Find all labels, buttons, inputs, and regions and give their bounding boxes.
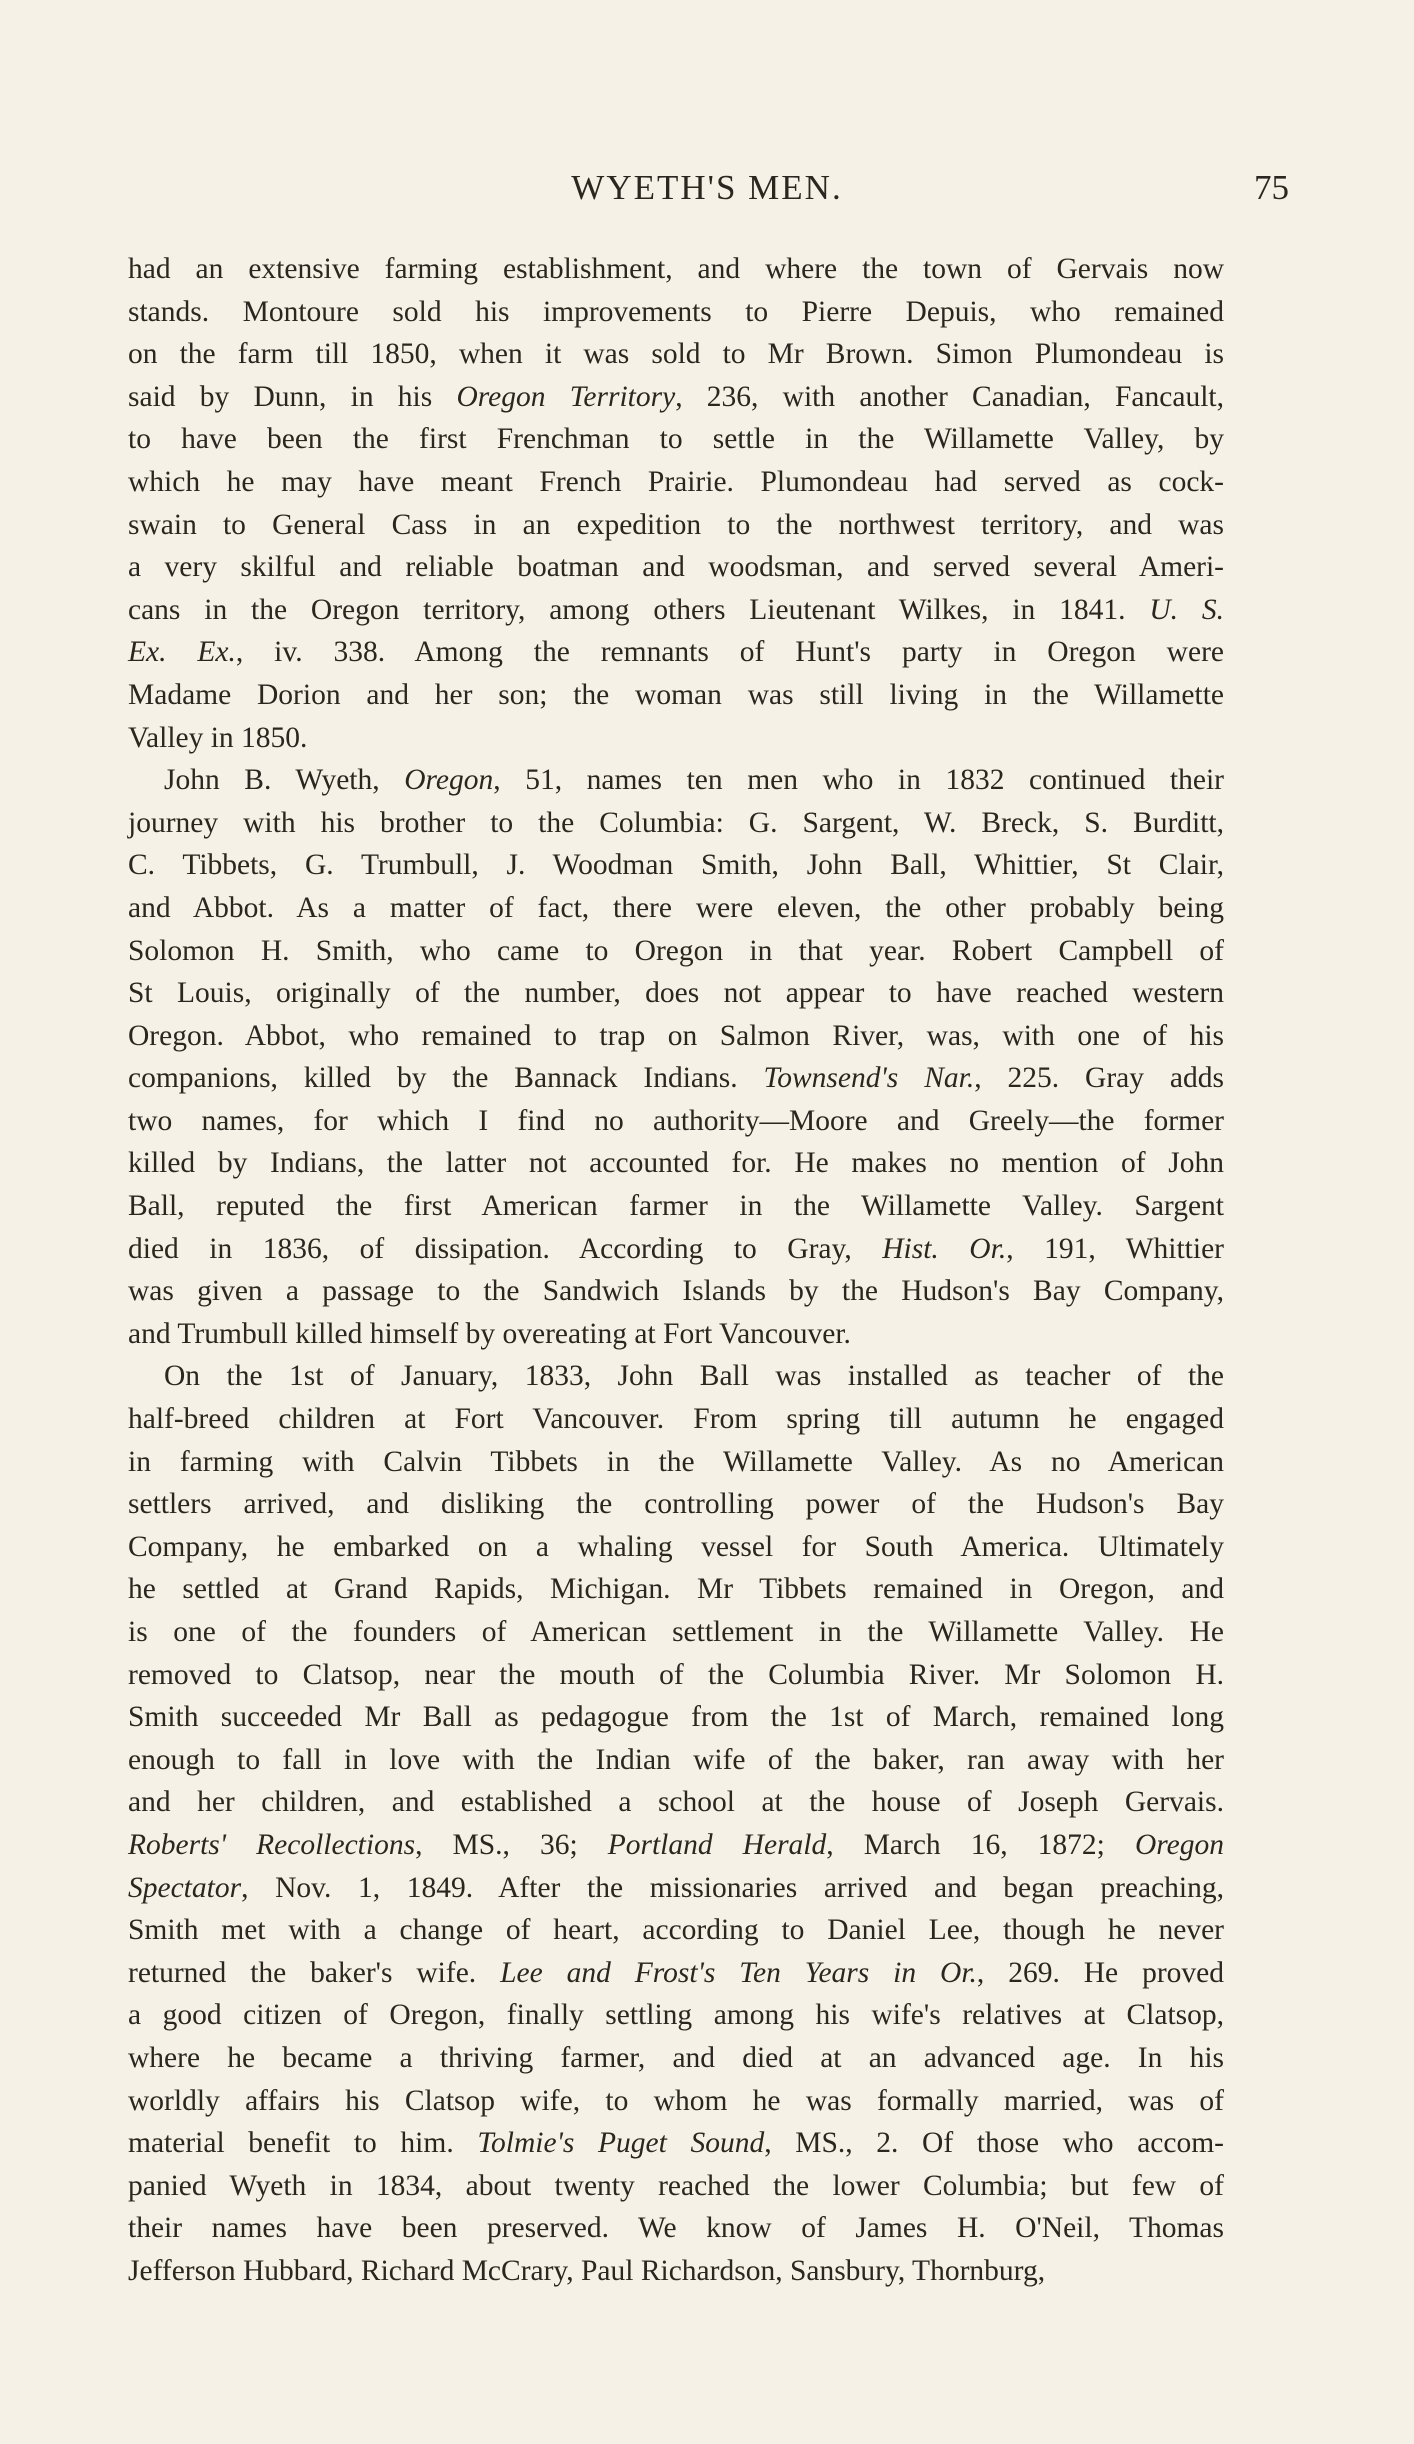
text-line — [128, 1654, 1224, 1697]
text-run: , Nov. 1, 1849. After the missionaries arrived and began preaching, — [241, 1871, 1224, 1904]
text-line — [128, 376, 1224, 419]
text-run: St Louis, originally of the number, does not appear to have reached western — [128, 977, 1224, 1010]
text-run: Oregon. Abbot, who remained to trap on Salmon River, was, with one of his — [128, 1019, 1224, 1052]
text-line — [128, 1739, 1224, 1782]
italic-citation: Roberts' Recollections — [128, 1828, 416, 1861]
text-run: stands. Montoure sold his improvements to Pierre Depuis, who remained — [128, 295, 1224, 328]
italic-citation: Oregon Territory — [456, 380, 676, 413]
text-line — [128, 504, 1224, 547]
running-head-title: WYETH'S MEN. — [571, 168, 843, 207]
text-line — [128, 1867, 1224, 1910]
text-line — [128, 1568, 1224, 1611]
running-head — [0, 168, 1414, 228]
italic-citation: Ex. Ex. — [128, 636, 236, 669]
text-line — [128, 2080, 1224, 2123]
text-run: , March 16, 1872; — [826, 1828, 1135, 1861]
text-run: enough to fall in love with the Indian wife of the baker, ran away with her — [128, 1743, 1224, 1776]
text-run: , 51, names ten men who in 1832 continued their — [493, 764, 1224, 797]
paragraph — [128, 248, 1224, 759]
text-line — [128, 1994, 1224, 2037]
text-line — [128, 1270, 1224, 1313]
text-line — [128, 1185, 1224, 1228]
text-run: said by Dunn, in his — [128, 380, 457, 413]
text-line — [128, 1611, 1224, 1654]
text-run: , 236, with another Canadian, Fancault, — [675, 380, 1224, 413]
text-line — [128, 418, 1224, 461]
text-run: , 225. Gray adds — [974, 1062, 1224, 1095]
text-line — [128, 1355, 1224, 1398]
text-line — [128, 844, 1224, 887]
text-run: , 269. He proved — [976, 1956, 1224, 1989]
text-run: John B. Wyeth, — [164, 764, 405, 797]
text-line — [128, 2037, 1224, 2080]
text-line — [128, 802, 1224, 845]
text-line — [128, 1398, 1224, 1441]
text-run: journey with his brother to the Columbia: G. Sargent, W. Breck, S. Burditt, — [128, 806, 1224, 839]
text-run: , MS., 2. Of those who accom- — [764, 2127, 1224, 2160]
text-line — [128, 1952, 1224, 1995]
text-run: cans in the Oregon territory, among others Lieutenant Wilkes, in 1841. — [128, 593, 1150, 626]
text-run: returned the baker's wife. — [128, 1956, 501, 1989]
text-run: removed to Clatsop, near the mouth of the Columbia River. Mr Solomon H. — [128, 1658, 1224, 1691]
text-run: he settled at Grand Rapids, Michigan. Mr Tibbets remained in Oregon, and — [128, 1573, 1224, 1606]
text-run: which he may have meant French Prairie. Plumondeau had served as cock- — [128, 465, 1224, 498]
text-run: Madame Dorion and her son; the woman was still living in the Willamette — [128, 678, 1224, 711]
text-line — [128, 461, 1224, 504]
paragraph — [128, 1355, 1224, 2292]
text-run: a very skilful and reliable boatman and woodsman, and served several Ameri- — [128, 551, 1224, 584]
page-number: 75 — [1254, 168, 1289, 207]
paragraph — [128, 759, 1224, 1355]
text-line — [128, 887, 1224, 930]
text-line — [128, 248, 1224, 291]
text-run: panied Wyeth in 1834, about twenty reached the lower Columbia; but few of — [128, 2169, 1224, 2202]
text-run: Smith met with a change of heart, according to Daniel Lee, though he never — [128, 1914, 1224, 1947]
text-run: material benefit to him. — [128, 2127, 478, 2160]
text-line — [128, 2207, 1224, 2250]
text-run: worldly affairs his Clatsop wife, to whom he was formally married, was of — [128, 2084, 1224, 2117]
text-run: and Abbot. As a matter of fact, there were eleven, the other probably being — [128, 891, 1224, 924]
text-line — [128, 1313, 1224, 1356]
text-line — [128, 1100, 1224, 1143]
text-run: , iv. 338. Among the remnants of Hunt's party in Oregon were — [235, 636, 1224, 669]
text-line — [128, 759, 1224, 802]
text-run: was given a passage to the Sandwich Islands by the Hudson's Bay Company, — [128, 1275, 1224, 1308]
text-run: a good citizen of Oregon, finally settling among his wife's relatives at Clatsop, — [128, 1999, 1224, 2032]
text-run: Valley in 1850. — [128, 721, 308, 754]
text-run: C. Tibbets, G. Trumbull, J. Woodman Smith, John Ball, Whittier, St Clair, — [128, 849, 1224, 882]
text-run: had an extensive farming establishment, and where the town of Gervais now — [128, 253, 1224, 285]
text-run: swain to General Cass in an expedition to the northwest territory, and was — [128, 508, 1224, 541]
italic-citation: Portland Herald — [607, 1828, 827, 1861]
italic-citation: Townsend's Nar. — [763, 1062, 975, 1095]
italic-citation: Spectator — [128, 1871, 242, 1904]
text-line — [128, 1781, 1224, 1824]
text-line — [128, 1824, 1224, 1867]
text-run: Jefferson Hubbard, Richard McCrary, Paul Richardson, Sansbury, Thornburg, — [128, 2254, 1046, 2287]
text-line — [128, 930, 1224, 973]
text-line — [128, 631, 1224, 674]
text-line — [128, 717, 1224, 760]
text-run: on the farm till 1850, when it was sold to Mr Brown. Simon Plumondeau is — [128, 338, 1224, 371]
text-run: is one of the founders of American settlement in the Willamette Valley. He — [128, 1616, 1224, 1648]
text-line — [128, 1526, 1224, 1569]
text-run: Company, he embarked on a whaling vessel for South America. Ultimately — [128, 1530, 1224, 1563]
text-run: Solomon H. Smith, who came to Oregon in that year. Robert Campbell of — [128, 934, 1224, 967]
text-line — [128, 1441, 1224, 1484]
text-run: Smith succeeded Mr Ball as pedagogue from the 1st of March, remained long — [128, 1701, 1224, 1734]
text-line — [128, 1015, 1224, 1058]
text-line — [128, 1696, 1224, 1739]
text-line — [128, 1909, 1224, 1952]
text-run: half-breed children at Fort Vancouver. From spring till autumn he engaged — [128, 1403, 1224, 1436]
text-line — [128, 1483, 1224, 1526]
text-run: and Trumbull killed himself by overeating at Fort Vancouver. — [128, 1317, 851, 1350]
italic-citation: Oregon — [1134, 1828, 1224, 1861]
text-run: On the 1st of January, 1833, John Ball was installed as teacher of the — [164, 1360, 1224, 1393]
italic-citation: Hist. Or. — [882, 1232, 1007, 1265]
text-line — [128, 2165, 1224, 2208]
italic-citation: Lee and Frost's Ten Years in Or. — [500, 1956, 977, 1989]
text-run: to have been the first Frenchman to settle in the Willamette Valley, by — [128, 423, 1224, 456]
text-line — [128, 2250, 1224, 2293]
text-line — [128, 1228, 1224, 1271]
text-run: killed by Indians, the latter not accounted for. He makes no mention of John — [128, 1147, 1224, 1180]
text-run: in farming with Calvin Tibbets in the Willamette Valley. As no American — [128, 1445, 1224, 1478]
text-run: settlers arrived, and disliking the controlling power of the Hudson's Bay — [128, 1488, 1224, 1521]
text-run: , MS., 36; — [415, 1828, 608, 1861]
text-line — [128, 1057, 1224, 1100]
text-line — [128, 2122, 1224, 2165]
text-run: died in 1836, of dissipation. According to Gray, — [128, 1232, 883, 1265]
text-run: , 191, Whittier — [1006, 1232, 1224, 1265]
text-line — [128, 674, 1224, 717]
text-line — [128, 972, 1224, 1015]
italic-citation: U. S. — [1149, 593, 1224, 626]
text-run: their names have been preserved. We know of James H. O'Neil, Thomas — [128, 2212, 1224, 2245]
text-run: Ball, reputed the first American farmer in the Willamette Valley. Sargent — [128, 1190, 1224, 1223]
text-run: two names, for which I find no authority—Moore and Greely—the former — [128, 1104, 1224, 1137]
italic-citation: Tolmie's Puget Sound — [477, 2127, 765, 2160]
italic-citation: Oregon — [404, 764, 494, 797]
text-line — [128, 546, 1224, 589]
text-line — [128, 589, 1224, 632]
text-run: where he became a thriving farmer, and died at an advanced age. In his — [128, 2041, 1224, 2074]
text-run: and her children, and established a school at the house of Joseph Gervais. — [128, 1786, 1224, 1819]
text-line — [128, 1142, 1224, 1185]
text-line — [128, 291, 1224, 334]
text-run: companions, killed by the Bannack Indians. — [128, 1062, 764, 1095]
text-line — [128, 333, 1224, 376]
body-text — [128, 248, 1224, 2293]
